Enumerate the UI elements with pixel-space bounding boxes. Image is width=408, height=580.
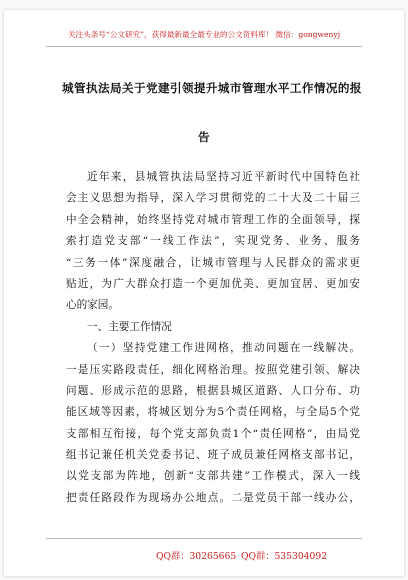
body-line: 贴近，为广大群众打造一个更加优美、更加宜居、更加安 bbox=[66, 277, 360, 290]
subsection-heading: （一）坚持党建工作进网格，推动问题在一线解决。 bbox=[87, 342, 360, 355]
document-title-line-1: 城管执法局关于党建引领提升城市管理水平工作情况的报 bbox=[62, 81, 362, 95]
qq-group-2: QQ群：535304092 bbox=[241, 551, 328, 562]
body-line: 会主义思想为指导，深入学习贯彻党的二十大及二十届三 bbox=[66, 192, 360, 205]
body-line: 近年来，县城管执法局坚持习近平新时代中国特色社 bbox=[87, 171, 360, 183]
section-heading: 一、主要工作情况 bbox=[87, 320, 172, 333]
footer-rule bbox=[46, 538, 362, 539]
body-line: 索打造党支部“一线工作法”，实现党务、业务、服务 bbox=[66, 235, 360, 248]
body-line: 以党支部为阵地，创新“支部共建”工作模式，深入一线 bbox=[66, 470, 360, 483]
document-body bbox=[66, 167, 360, 509]
body-line: “三务一体”深度融合，让城市管理与人民群众的需求更 bbox=[66, 256, 360, 269]
document-title-line-2: 告 bbox=[198, 130, 210, 144]
body-line: 把责任路段作为现场办公地点。二是党员干部一线办公， bbox=[66, 491, 360, 504]
body-line: 心的家园。 bbox=[66, 299, 119, 312]
body-line: 支部相互衔接，每个党支部负责1个“责任网格”，由局党 bbox=[66, 427, 360, 440]
body-line: 问题、形成示范的思路，根据县城区道路、人口分布、功 bbox=[66, 384, 360, 397]
qq-group-1: QQ群：30265665 bbox=[156, 551, 237, 562]
body-line: 组书记兼任机关党委书记、班子成员兼任网格支部书记， bbox=[66, 449, 360, 462]
body-line: 中全会精神，始终坚持党对城市管理工作的全面领导，探 bbox=[66, 213, 360, 226]
document-page bbox=[4, 10, 404, 576]
body-line: 能区域等因素，将城区划分为5个责任网格，与全局5个党 bbox=[66, 406, 360, 419]
header-note: 关注头条号“公文研究”，获得最新最全最专业的公文资料库！ 微信：gongwenyj bbox=[67, 30, 341, 39]
body-line: 一是压实路段责任，细化网格治理。按照党建引领、解决 bbox=[66, 363, 360, 376]
header-rule bbox=[46, 46, 362, 47]
